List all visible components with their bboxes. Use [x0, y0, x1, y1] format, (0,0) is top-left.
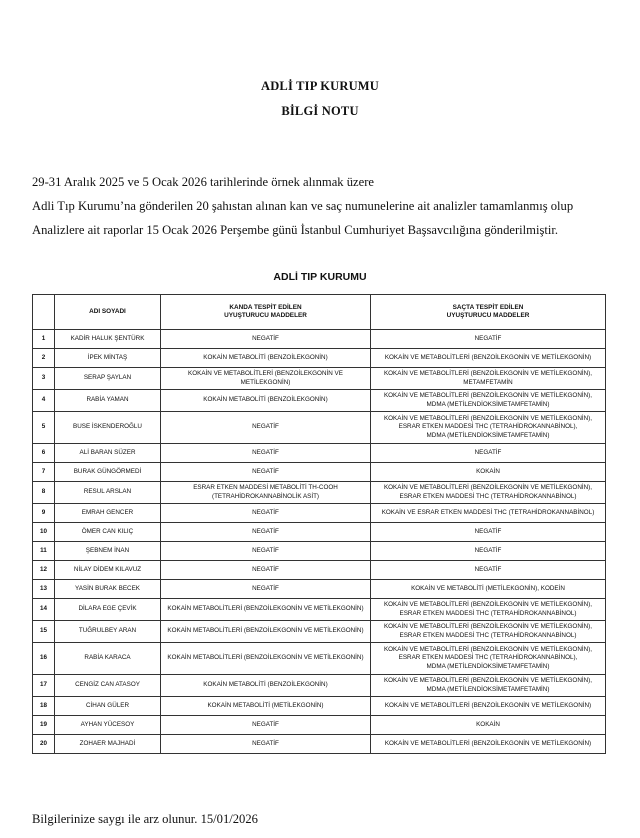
hair-result-line: KOKAİN VE METABOLİTLERİ (BENZOİLEKGONİN VE METİLEKGONİN), [383, 623, 593, 631]
hair-result [371, 330, 606, 349]
hair-result [371, 561, 606, 580]
header-blood-line: UYUŞTURUCU MADDELER [224, 312, 307, 319]
blood-result-line: NEGATİF [252, 739, 279, 747]
blood-result [161, 349, 371, 368]
blood-result [161, 390, 371, 412]
blood-result [161, 580, 371, 599]
row-number: 16 [33, 643, 55, 675]
hair-result [371, 482, 606, 504]
person-name: RESUL ARSLAN [55, 482, 161, 504]
blood-result [161, 463, 371, 482]
hair-result [371, 504, 606, 523]
person-name: ALİ BARAN SÜZER [55, 444, 161, 463]
document-title: ADLİ TIP KURUMU [260, 79, 380, 93]
blood-result-line: (TETRAHİDROKANNABİNOLİK ASİT) [211, 492, 320, 500]
person-name: AYHAN YÜCESOY [55, 716, 161, 735]
intro-line: Adli Tıp Kurumu’na gönderilen 20 şahıstan alınan kan ve saç numunelerine ait analizler tamamlanmış olup [32, 199, 574, 213]
row-number: 14 [33, 599, 55, 621]
blood-result-line: NEGATİF [252, 508, 279, 516]
row-number: 3 [33, 368, 55, 390]
row-number: 11 [33, 542, 55, 561]
row-number: 2 [33, 349, 55, 368]
hair-result-line: METAMFETAMİN [463, 378, 513, 386]
person-name: CİHAN GÜLER [55, 697, 161, 716]
table-row [33, 735, 606, 754]
blood-result-line: NEGATİF [252, 334, 279, 342]
blood-result [161, 561, 371, 580]
hair-result-line: ESRAR ETKEN MADDESİ THC (TETRAHİDROKANNABİNOL), [398, 654, 578, 662]
blood-result-line: KOKAİN METABOLİTİ (BENZOİLEKGONİN) [203, 681, 328, 689]
hair-result-line: KOKAİN VE METABOLİTLERİ (BENZOİLEKGONİN VE METİLEKGONİN), [383, 601, 593, 609]
table-row [33, 504, 606, 523]
hair-result [371, 542, 606, 561]
hair-result-line: KOKAİN VE METABOLİTLERİ (BENZOİLEKGONİN VE METİLEKGONİN) [384, 701, 592, 709]
hair-result-line: NEGATİF [474, 527, 502, 535]
hair-result-line: KOKAİN VE METABOLİTİ (METİLEKGONİN), KODEİN [411, 584, 565, 592]
closing-line: Bilgilerinize saygı ile arz olunur. 15/01/2026 [32, 812, 258, 826]
blood-result [161, 697, 371, 716]
table-row [33, 697, 606, 716]
blood-result-line: NEGATİF [252, 565, 279, 573]
hair-result [371, 368, 606, 390]
person-name: ŞEBNEM İNAN [55, 542, 161, 561]
blood-result-line: KOKAİN METABOLİTİ (METİLEKGONİN) [207, 701, 324, 709]
table-header-row [33, 295, 606, 330]
table-row [33, 675, 606, 697]
hair-result-line: ESRAR ETKEN MADDESİ THC (TETRAHİDROKANNABİNOL), [398, 423, 578, 431]
blood-result-line: NEGATİF [252, 720, 279, 728]
blood-result-line: KOKAİN METABOLİTİ (BENZOİLEKGONİN) [203, 396, 328, 404]
hair-result [371, 621, 606, 643]
row-number: 15 [33, 621, 55, 643]
intro-paragraph [32, 170, 632, 242]
row-number: 4 [33, 390, 55, 412]
blood-result [161, 675, 371, 697]
blood-result [161, 621, 371, 643]
person-name: CENGİZ CAN ATASOY [55, 675, 161, 697]
row-number: 7 [33, 463, 55, 482]
blood-result-line: NEGATİF [252, 423, 279, 431]
person-name: NİLAY DİDEM KILAVUZ [55, 561, 161, 580]
person-name: ZOHAER MAJHADİ [55, 735, 161, 754]
row-number: 17 [33, 675, 55, 697]
blood-result-line: NEGATİF [252, 546, 279, 554]
hair-result [371, 735, 606, 754]
row-number: 5 [33, 412, 55, 444]
row-number: 10 [33, 523, 55, 542]
hair-result [371, 675, 606, 697]
table-row [33, 542, 606, 561]
header-hair [371, 295, 606, 330]
header-hair-line: SAÇTA TESPİT EDİLEN [452, 303, 524, 311]
document-subtitle: BİLGİ NOTU [281, 104, 359, 118]
row-number: 12 [33, 561, 55, 580]
blood-result-line: KOKAİN VE METABOLİTLERİ (BENZOİLEKGONİN VE METİLEKGONİN) [188, 370, 343, 386]
hair-result [371, 580, 606, 599]
blood-result-line: NEGATİF [252, 448, 279, 456]
hair-result-line: NEGATİF [474, 334, 502, 342]
blood-result [161, 412, 371, 444]
blood-result [161, 716, 371, 735]
row-number: 20 [33, 735, 55, 754]
row-number: 8 [33, 482, 55, 504]
row-number: 1 [33, 330, 55, 349]
table-row [33, 349, 606, 368]
hair-result [371, 349, 606, 368]
hair-result-line: MDMA (METİLENDİOKSİMETAMFETAMİN) [426, 400, 550, 408]
hair-result-line: ESRAR ETKEN MADDESİ THC (TETRAHİDROKANNABİNOL) [399, 492, 577, 500]
hair-result-line: NEGATİF [474, 448, 502, 456]
table-row [33, 580, 606, 599]
hair-result-line: KOKAİN VE METABOLİTLERİ (BENZOİLEKGONİN VE METİLEKGONİN) [384, 353, 592, 361]
hair-result-line: KOKAİN VE METABOLİTLERİ (BENZOİLEKGONİN VE METİLEKGONİN), [383, 645, 593, 653]
blood-result-line: NEGATİF [252, 467, 279, 475]
table-row [33, 716, 606, 735]
hair-result [371, 444, 606, 463]
intro-line: Analizlere ait raporlar 15 Ocak 2026 Perşembe günü İstanbul Cumhuriyet Başsavcılığına gönderilmiştir. [32, 223, 559, 237]
intro-line: 29-31 Aralık 2025 ve 5 Ocak 2026 tarihlerinde örnek alınmak üzere [32, 175, 375, 189]
blood-result [161, 482, 371, 504]
blood-result-line: KOKAİN METABOLİTLERİ (BENZOİLEKGONİN VE METİLEKGONİN) [167, 654, 364, 662]
hair-result-line: NEGATİF [474, 546, 502, 554]
blood-result [161, 330, 371, 349]
row-number: 9 [33, 504, 55, 523]
blood-result [161, 643, 371, 675]
person-name: KADİR HALUK ŞENTÜRK [55, 330, 161, 349]
hair-result-line: KOKAİN [476, 720, 500, 728]
blood-result-line: KOKAİN METABOLİTLERİ (BENZOİLEKGONİN VE METİLEKGONİN) [167, 627, 364, 635]
table-row [33, 444, 606, 463]
header-blood [161, 295, 371, 330]
hair-result-line: KOKAİN VE ESRAR ETKEN MADDESİ THC (TETRAHİDROKANNABİNOL) [381, 508, 595, 516]
hair-result-line: MDMA (METİLENDİOKSİMETAMFETAMİN) [426, 662, 550, 670]
table-row [33, 523, 606, 542]
person-name: SERAP ŞAYLAN [55, 368, 161, 390]
person-name: YASİN BURAK BECEK [55, 580, 161, 599]
header-blood-line: KANDA TESPİT EDİLEN [229, 303, 302, 311]
person-name: TUĞRULBEY ARAN [55, 621, 161, 643]
hair-result-line: KOKAİN VE METABOLİTLERİ (BENZOİLEKGONİN VE METİLEKGONİN), [383, 677, 593, 685]
hair-result [371, 463, 606, 482]
hair-result [371, 599, 606, 621]
hair-result-line: KOKAİN [476, 467, 500, 475]
person-name: İPEK MİNTAŞ [55, 349, 161, 368]
table-row [33, 599, 606, 621]
hair-result [371, 716, 606, 735]
table-row [33, 368, 606, 390]
hair-result-line: KOKAİN VE METABOLİTLERİ (BENZOİLEKGONİN VE METİLEKGONİN), [383, 414, 593, 422]
results-table [32, 294, 606, 754]
header-no [33, 295, 55, 330]
row-number: 13 [33, 580, 55, 599]
hair-result-line: NEGATİF [474, 565, 502, 573]
hair-result-line: ESRAR ETKEN MADDESİ THC (TETRAHİDROKANNABİNOL) [399, 609, 577, 617]
table-row [33, 463, 606, 482]
blood-result [161, 599, 371, 621]
person-name: EMRAH GENCER [55, 504, 161, 523]
hair-result [371, 643, 606, 675]
blood-result-line: KOKAİN METABOLİTLERİ (BENZOİLEKGONİN VE METİLEKGONİN) [167, 605, 364, 613]
hair-result-line: MDMA (METİLENDİOKSİMETAMFETAMİN) [426, 431, 550, 439]
hair-result [371, 523, 606, 542]
hair-result [371, 697, 606, 716]
blood-result [161, 523, 371, 542]
header-name: ADI SOYADI [55, 295, 161, 330]
table-row [33, 561, 606, 580]
blood-result [161, 542, 371, 561]
header-hair-line: UYUŞTURUCU MADDELER [446, 312, 530, 319]
blood-result-line: NEGATİF [252, 527, 279, 535]
person-name: DİLARA EGE ÇEVİK [55, 599, 161, 621]
blood-result [161, 504, 371, 523]
hair-result-line: KOKAİN VE METABOLİTLERİ (BENZOİLEKGONİN VE METİLEKGONİN), [383, 392, 593, 400]
row-number: 18 [33, 697, 55, 716]
blood-result [161, 368, 371, 390]
table-row [33, 390, 606, 412]
table-title: ADLİ TIP KURUMU [273, 271, 367, 283]
person-name: BURAK GÜNGÖRMEDİ [55, 463, 161, 482]
hair-result-line: KOKAİN VE METABOLİTLERİ (BENZOİLEKGONİN VE METİLEKGONİN), [383, 370, 593, 378]
table-row [33, 412, 606, 444]
row-number: 6 [33, 444, 55, 463]
row-number: 19 [33, 716, 55, 735]
person-name: BUSE İSKENDEROĞLU [55, 412, 161, 444]
blood-result-line: ESRAR ETKEN MADDESİ METABOLİTİ TH-COOH [193, 484, 338, 492]
hair-result-line: KOKAİN VE METABOLİTLERİ (BENZOİLEKGONİN VE METİLEKGONİN) [384, 739, 592, 747]
hair-result-line: ESRAR ETKEN MADDESİ THC (TETRAHİDROKANNABİNOL) [399, 631, 577, 639]
person-name: RABİA KARACA [55, 643, 161, 675]
hair-result-line: MDMA (METİLENDİOKSİMETAMFETAMİN) [426, 685, 550, 693]
table-row [33, 643, 606, 675]
table-row [33, 482, 606, 504]
blood-result-line: KOKAİN METABOLİTİ (BENZOİLEKGONİN) [203, 353, 328, 361]
person-name: RABİA YAMAN [55, 390, 161, 412]
blood-result [161, 444, 371, 463]
hair-result [371, 390, 606, 412]
hair-result [371, 412, 606, 444]
blood-result-line: NEGATİF [252, 584, 279, 592]
hair-result-line: KOKAİN VE METABOLİTLERİ (BENZOİLEKGONİN VE METİLEKGONİN), [383, 484, 593, 492]
table-row [33, 330, 606, 349]
table-row [33, 621, 606, 643]
person-name: ÖMER CAN KILIÇ [55, 523, 161, 542]
blood-result [161, 735, 371, 754]
